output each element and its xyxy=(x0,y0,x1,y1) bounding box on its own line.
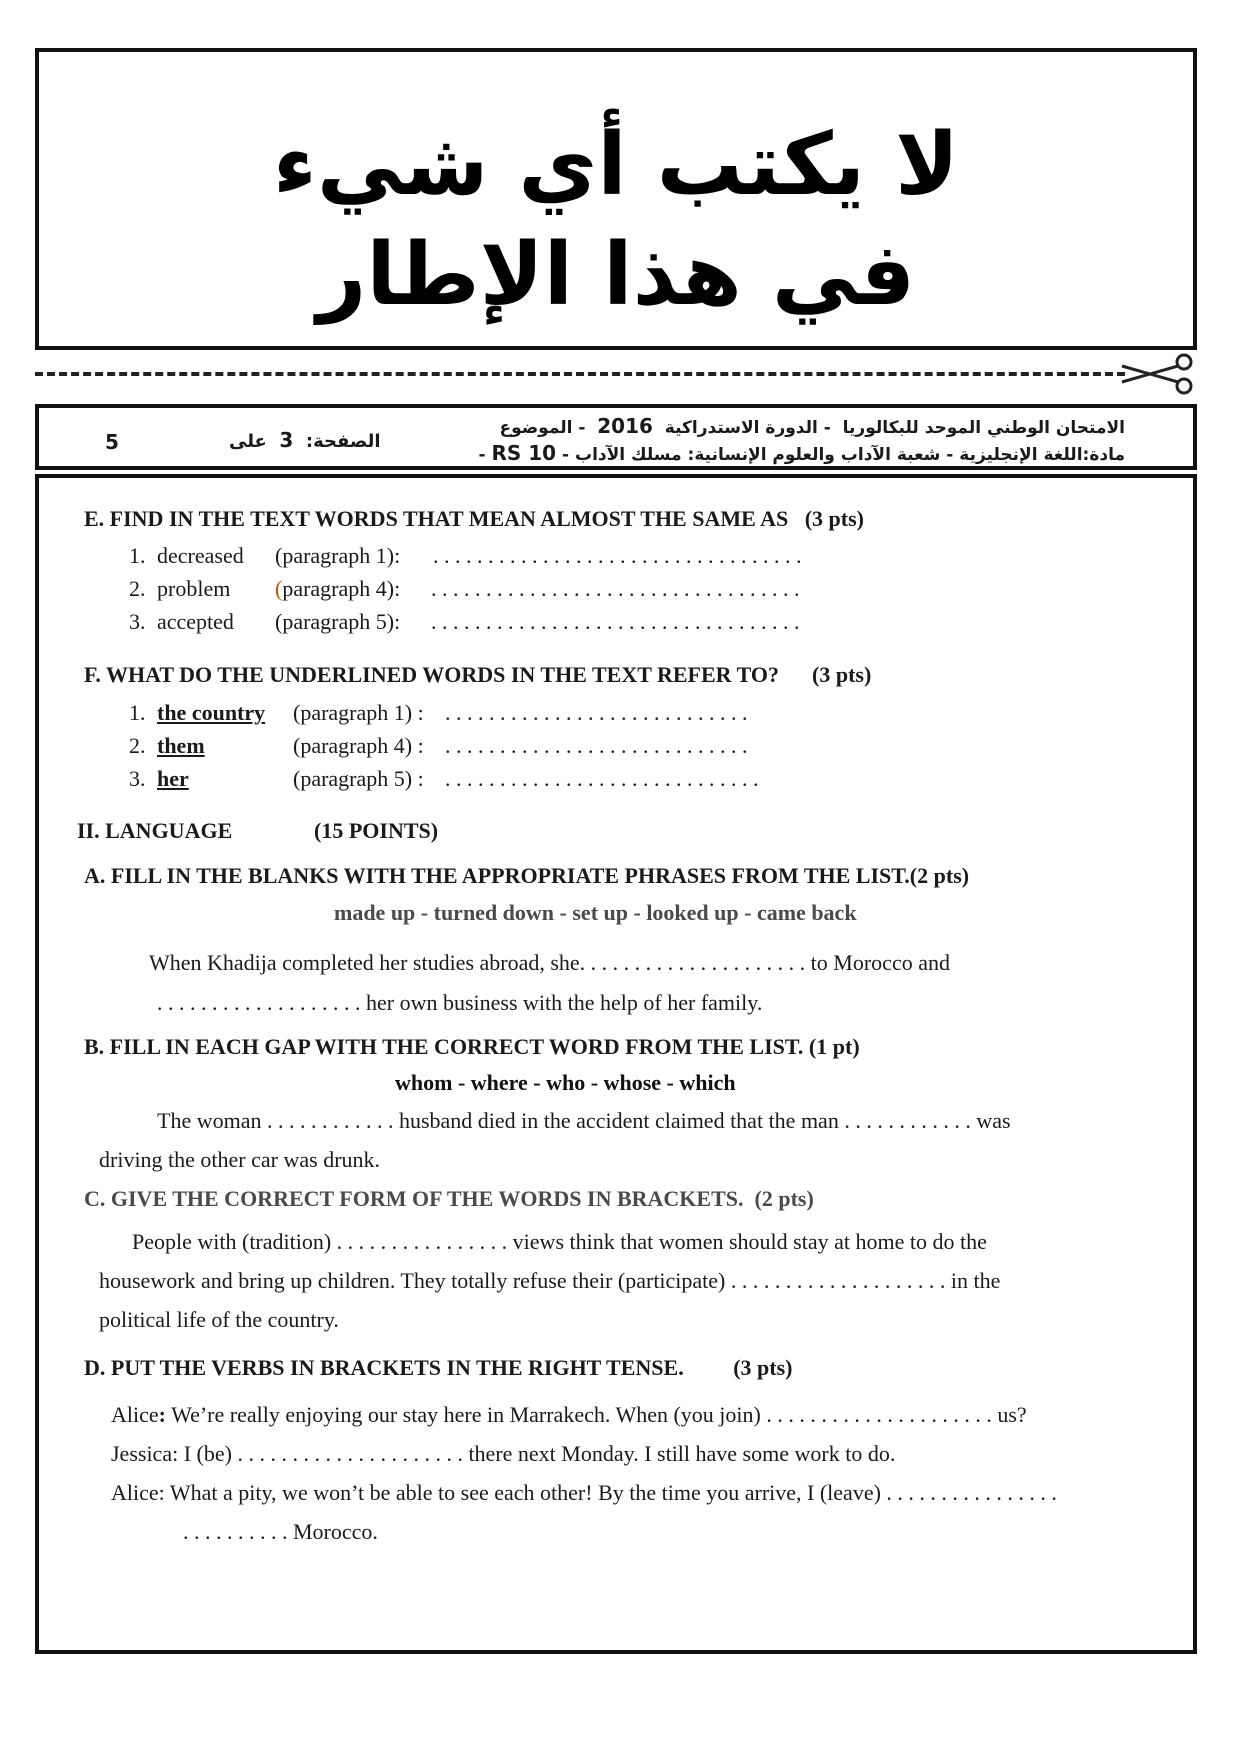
section-e-title xyxy=(84,506,864,532)
exam-code: RS 10 xyxy=(491,441,557,465)
item-number: 1. xyxy=(129,543,146,568)
section-e-points: (3 pts) xyxy=(804,506,864,531)
exam-session: - الدورة الاستدراكية xyxy=(664,418,831,438)
section-c-heading: C. GIVE THE CORRECT FORM OF THE WORDS IN BRACKETS. xyxy=(84,1186,744,1211)
dialogue-text: We’re really enjoying our stay here in Marrakech. When (you join) . . . . . . . . . . . . . . . . . . . . . us? xyxy=(165,1402,1027,1427)
page-total: 5 xyxy=(105,430,119,454)
list-item-para: (paragraph 4) : xyxy=(293,733,424,758)
page-of: على xyxy=(229,431,267,452)
exam-subject: مادة:اللغة الإنجليزية - شعبة الآداب والعلوم الإنسانية: مسلك الآداب xyxy=(574,445,1125,465)
section-c-points: (2 pts) xyxy=(754,1186,814,1211)
section-f-title xyxy=(84,662,871,688)
section-b-line-2: driving the other car was drunk. xyxy=(99,1147,381,1172)
dialogue-alice-2-cont[interactable]: . . . . . . . . . . Morocco. xyxy=(183,1519,378,1544)
answer-blank[interactable]: . . . . . . . . . . . . . . . . . . . . . . . . . . . . . . . . . . xyxy=(431,609,800,634)
section-f-points: (3 pts) xyxy=(812,662,872,687)
list-item-para: (paragraph 5) : xyxy=(293,766,424,791)
dialogue-alice-1[interactable] xyxy=(111,1402,1027,1428)
section-c-line-2[interactable]: housework and bring up children. They totally refuse their (participate) . . . . . . . . . . . . . . . . . . . . in the xyxy=(99,1268,1001,1293)
language-heading: II. LANGUAGE xyxy=(77,818,233,843)
list-item-para: (paragraph 1): xyxy=(275,543,401,568)
underlined-word: her xyxy=(157,766,189,791)
content-frame xyxy=(35,474,1197,1654)
item-number: 2. xyxy=(129,576,146,601)
list-item-para: (paragraph 1) : xyxy=(293,700,424,725)
section-c-line-1[interactable]: People with (tradition) . . . . . . . . . . . . . . . . views think that women should stay at home to do the xyxy=(132,1229,987,1254)
paren: ( xyxy=(275,576,283,601)
list-item xyxy=(129,609,146,635)
list-item-para: (paragraph 5): xyxy=(275,609,401,634)
answer-blank[interactable]: . . . . . . . . . . . . . . . . . . . . . . . . . . . . xyxy=(445,733,748,758)
section-a-line-1[interactable]: When Khadija completed her studies abroad, she. . . . . . . . . . . . . . . . . . . . . to Morocco and xyxy=(149,950,950,975)
underlined-word: the country xyxy=(157,700,266,725)
speaker-colon: : xyxy=(158,1402,166,1427)
word-list: whom - where - who - whose - which xyxy=(395,1070,736,1095)
section-d-title xyxy=(84,1355,793,1381)
notice-line-2: في هذا الإطار xyxy=(316,225,916,325)
section-a-title: A. FILL IN THE BLANKS WITH THE APPROPRIATE PHRASES FROM THE LIST.(2 pts) xyxy=(84,863,970,888)
section-c-line-3: political life of the country. xyxy=(99,1307,339,1332)
exam-subject-label: - الموضوع xyxy=(499,418,586,438)
exam-line-2: مادة:اللغة الإنجليزية - شعبة الآداب والعلوم الإنسانية: مسلك الآداب - RS 10 - xyxy=(478,441,1125,465)
section-f-heading: F. WHAT DO THE UNDERLINED WORDS IN THE TEXT REFER TO? xyxy=(84,662,780,687)
list-item-para xyxy=(275,576,400,602)
section-c-title xyxy=(84,1186,814,1212)
section-a-line-2[interactable]: . . . . . . . . . . . . . . . . . . . her own business with the help of her family. xyxy=(157,990,763,1015)
list-item xyxy=(129,576,146,602)
list-item-word: accepted xyxy=(157,609,234,634)
scissors-icon xyxy=(1118,352,1198,396)
answer-blank[interactable]: . . . . . . . . . . . . . . . . . . . . . . . . . . . . . . . . . . xyxy=(431,576,800,601)
phrase-list: made up - turned down - set up - looked up - came back xyxy=(334,900,857,925)
item-number: 3. xyxy=(129,609,146,634)
para-text: paragraph 4): xyxy=(282,576,401,601)
exam-line-1 xyxy=(499,414,1125,438)
speaker-name: Alice xyxy=(111,1402,159,1427)
cut-line xyxy=(35,372,1125,376)
page-label: الصفحة: xyxy=(305,431,381,452)
notice-frame xyxy=(35,48,1197,350)
section-d-points: (3 pts) xyxy=(733,1355,793,1380)
answer-blank[interactable]: . . . . . . . . . . . . . . . . . . . . . . . . . . . . xyxy=(445,700,748,725)
list-item xyxy=(129,543,146,569)
section-b-title: B. FILL IN EACH GAP WITH THE CORRECT WORD FROM THE LIST. (1 pt) xyxy=(84,1034,860,1059)
underlined-word: them xyxy=(157,733,205,758)
page-number: 3 xyxy=(279,428,294,452)
notice-line-1: لا يكتب أي شيء xyxy=(272,115,960,215)
item-number: 2. xyxy=(129,733,146,758)
dialogue-jessica[interactable]: Jessica: I (be) . . . . . . . . . . . . . . . . . . . . . there next Monday. I still have some work to do. xyxy=(111,1441,896,1466)
list-item-word: decreased xyxy=(157,543,244,568)
section-e-heading: E. FIND IN THE TEXT WORDS THAT MEAN ALMOST THE SAME AS xyxy=(84,506,789,531)
answer-blank[interactable]: . . . . . . . . . . . . . . . . . . . . . . . . . . . . . . . . . . xyxy=(433,543,802,568)
exam-title: الامتحان الوطني الموحد للبكالوريا xyxy=(842,418,1125,438)
list-item-word: problem xyxy=(157,576,231,601)
answer-blank[interactable]: . . . . . . . . . . . . . . . . . . . . . . . . . . . . . xyxy=(445,766,759,791)
exam-header xyxy=(35,404,1197,470)
language-points: (15 POINTS) xyxy=(314,818,439,843)
item-number: 3. xyxy=(129,766,146,791)
section-b-line-1[interactable]: The woman . . . . . . . . . . . . husband died in the accident claimed that the man . . . . . . . . . . . . was xyxy=(157,1108,1011,1133)
item-number: 1. xyxy=(129,700,146,725)
dialogue-alice-2[interactable]: Alice: What a pity, we won’t be able to see each other! By the time you arrive, I (leave) . . . . . . . . . . . . . . . . xyxy=(111,1480,1057,1505)
language-title xyxy=(77,818,232,844)
page-indicator xyxy=(229,428,381,452)
exam-year: 2016 xyxy=(597,414,653,438)
section-d-heading: D. PUT THE VERBS IN BRACKETS IN THE RIGHT TENSE. xyxy=(84,1355,684,1380)
